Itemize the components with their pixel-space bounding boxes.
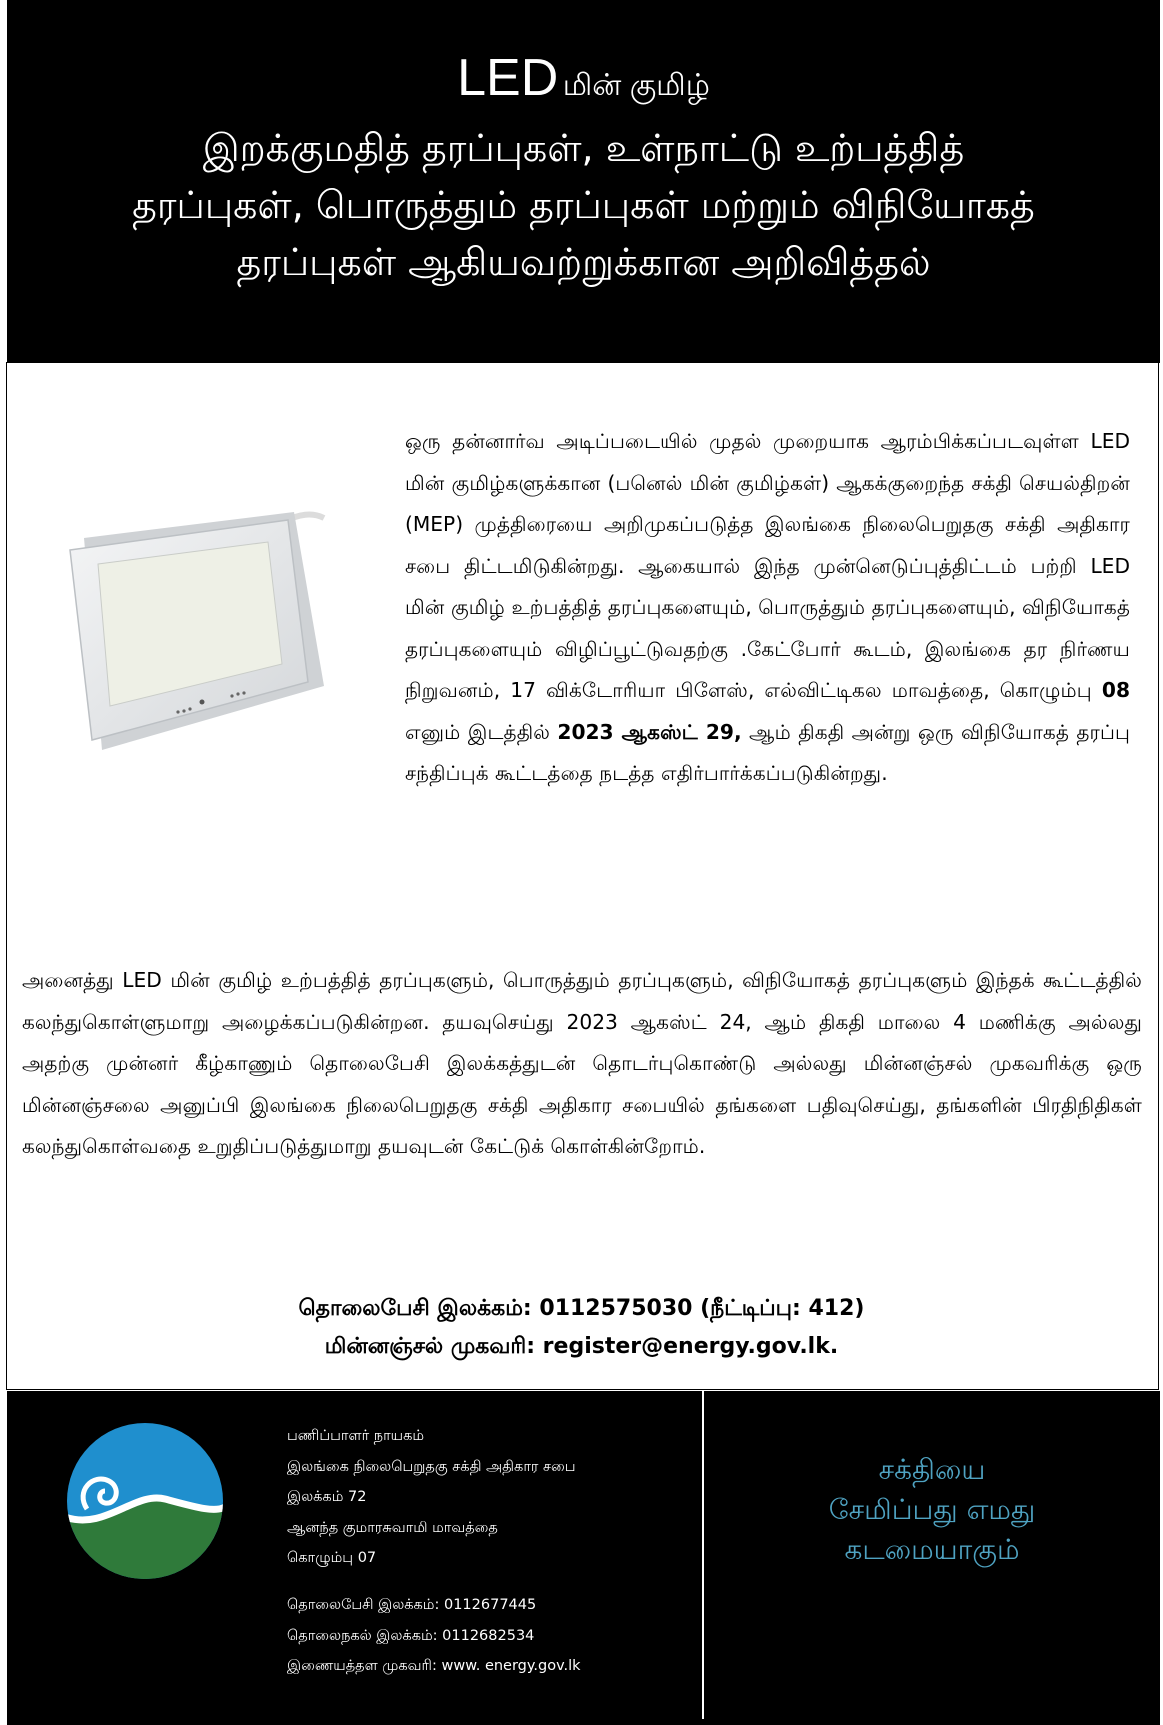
slogan-line: சேமிப்பது எமது: [828, 1493, 1036, 1526]
slogan-line: சக்தியை: [878, 1453, 986, 1486]
title-line: தரப்புகள் ஆகியவற்றுக்கான அறிவித்தல்: [236, 240, 931, 284]
address-line: இலங்கை நிலைபெறுதகு சக்தி அதிகார சபை: [287, 1458, 576, 1475]
title-main: [7, 48, 1160, 108]
email-line: மின்னஞ்சல் முகவரி: register@energy.gov.lk.: [324, 1334, 839, 1359]
address-line: இலக்கம் 72: [287, 1489, 367, 1505]
address-line: கொழும்பு 07: [287, 1550, 377, 1566]
slogan: [704, 1450, 1160, 1570]
footer-website: இணையத்தள முகவரி: www. energy.gov.lk: [287, 1658, 581, 1674]
contact-details: [0, 1290, 1163, 1366]
title-bulb-word: மின் குமிழ்: [562, 69, 710, 102]
title-line: இறக்குமதித் தரப்புகள், உள்நாட்டு உற்பத்தித்: [202, 126, 965, 170]
title-led: LED: [457, 49, 559, 107]
footer: [7, 1391, 1160, 1725]
footer-contacts: [287, 1590, 581, 1682]
footer-phone: தொலைபேசி இலக்கம்: 0112677445: [287, 1597, 537, 1613]
phone-line: தொலைபேசி இலக்கம்: 0112575030 (நீட்டிப்பு: 412): [298, 1296, 865, 1321]
address-line: ஆனந்த குமாரசுவாமி மாவத்தை: [287, 1519, 498, 1536]
paragraph-intro: ஒரு தன்னார்வ அடிப்படையில் முதல் முறையாக ஆரம்பிக்கப்படவுள்ள LED மின் குமிழ்களுக்கான (பனெல் மின் குமிழ்கள்) ஆகக்குறைந்த சக்தி செயல்திறன் (MEP) முத்திரையை அறிமுகப்படுத்த இலங்கை நிலைபெறுதகு சக்தி அதிகார சபை திட்டமிடுகின்றது. ஆகையால் இந்த முன்னெடுப்புத்திட்டம் பற்றி LED மின் குமிழ் உற்பத்தித் தரப்புகளையும், பொருத்தும் தரப்புகளையும், விநியோகத் தரப்புகளையும் விழிப்பூட்டுவதற்கு .கேட்போர் கூடம், இலங்கை தர நிர்ணய நிறுவனம், 17 விக்டோரியா பிளேஸ், எல்விட்டிகல மாவத்தை, கொழும்பு 08 எனும் இடத்தில் 2023 ஆகஸ்ட் 29, ஆம் திகதி அன்று ஒரு விநியோகத் தரப்பு சந்திப்புக் கூட்டத்தை நடத்த எதிர்பார்க்கப்படுகின்றது.: [405, 429, 1131, 785]
header-banner: [7, 0, 1160, 363]
led-panel-photo: [62, 500, 347, 762]
title-subtitle: [27, 120, 1140, 291]
footer-fax: தொலைநகல் இலக்கம்: 0112682534: [287, 1627, 535, 1644]
address-line: பணிப்பாளர் நாயகம்: [287, 1428, 425, 1444]
title-line: தரப்புகள், பொருத்தும் தரப்புகள் மற்றும் விநியோகத்: [132, 183, 1035, 227]
paragraph-invitation: அனைத்து LED மின் குமிழ் உற்பத்தித் தரப்புகளும், பொருத்தும் தரப்புகளும், விநியோகத் தரப்புகளும் இந்தக் கூட்டத்தில் கலந்துகொள்ளுமாறு அழைக்கப்படுகின்றன. தயவுசெய்து 2023 ஆகஸ்ட் 24, ஆம் திகதி மாலை 4 மணிக்கு அல்லது அதற்கு முன்னர் கீழ்காணும் தொலைபேசி இலக்கத்துடன் தொடர்புகொண்டு அல்லது மின்னஞ்சல் முகவரிக்கு ஒரு மின்னஞ்சலை அனுப்பி இலங்கை நிலைபெறுதகு சக்தி அதிகார சபையில் தங்களை பதிவுசெய்து, தங்களின் பிரதிநிதிகள் கலந்துகொள்வதை உறுதிப்படுத்துமாறு தயவுடன் கேட்டுக் கொள்கின்றோம்.: [22, 968, 1142, 1158]
slogan-line: கடமையாகும்: [844, 1533, 1020, 1566]
authority-logo-icon: [65, 1421, 225, 1581]
address-block: [287, 1421, 576, 1574]
